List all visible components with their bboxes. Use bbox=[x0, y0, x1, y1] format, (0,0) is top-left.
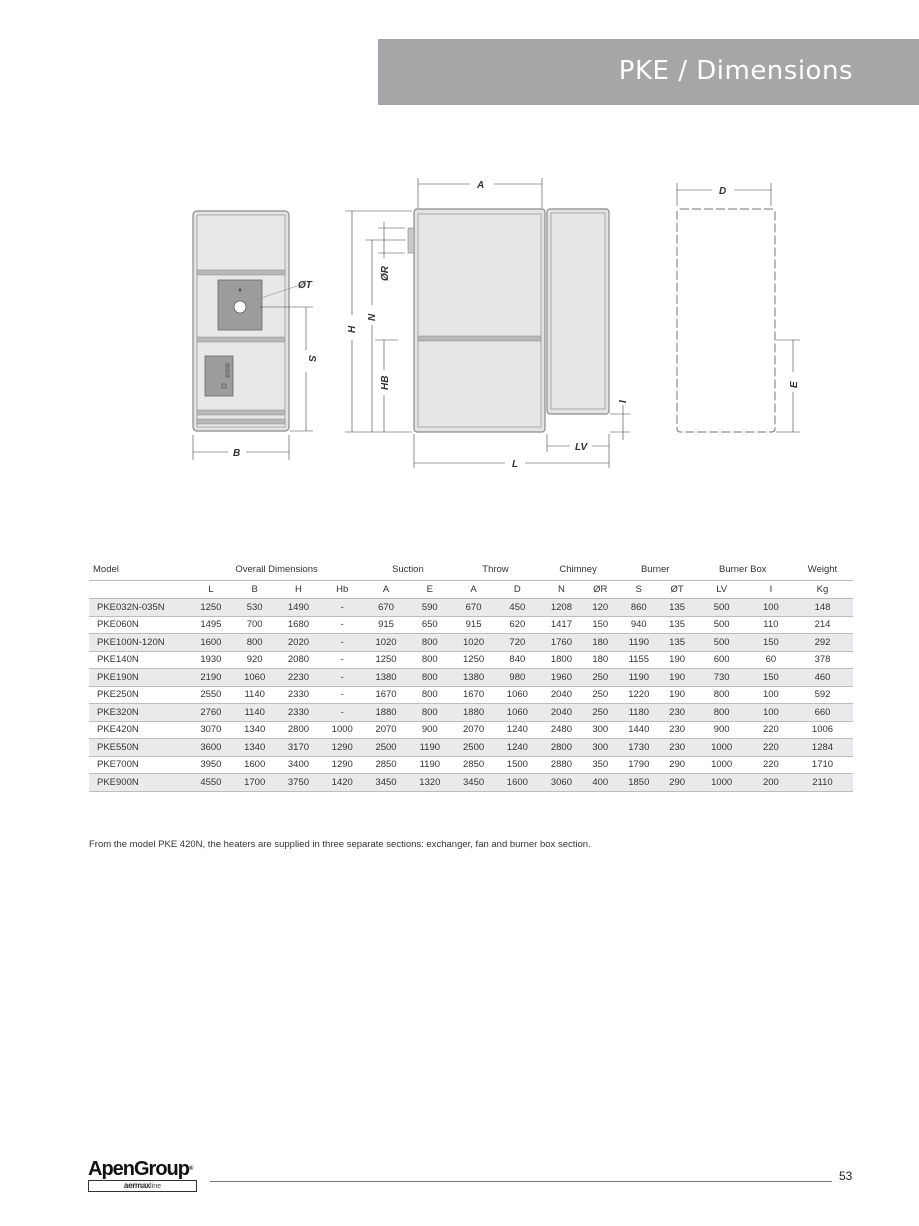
value-cell: 1800 bbox=[539, 651, 583, 669]
value-cell: - bbox=[320, 599, 364, 617]
value-cell: 2230 bbox=[277, 669, 321, 687]
logo-sub-text: aermaxline bbox=[88, 1180, 197, 1192]
value-cell: 920 bbox=[233, 651, 277, 669]
value-cell: 2760 bbox=[189, 704, 233, 722]
value-cell: 180 bbox=[584, 651, 617, 669]
model-cell: PKE190N bbox=[89, 669, 189, 687]
group-header-burner: Burner bbox=[617, 558, 694, 581]
table-row bbox=[89, 774, 853, 792]
value-cell: 1730 bbox=[617, 739, 661, 757]
value-cell: 2020 bbox=[277, 634, 321, 652]
value-cell: 700 bbox=[233, 616, 277, 634]
table-group-header-row bbox=[89, 558, 853, 581]
value-cell: - bbox=[320, 616, 364, 634]
value-cell: 190 bbox=[661, 686, 694, 704]
value-cell: 290 bbox=[661, 756, 694, 774]
value-cell: 1020 bbox=[364, 634, 408, 652]
value-cell: 148 bbox=[792, 599, 853, 617]
value-cell: 3170 bbox=[277, 739, 321, 757]
value-cell: 1760 bbox=[539, 634, 583, 652]
value-cell: 4550 bbox=[189, 774, 233, 792]
value-cell: 220 bbox=[750, 756, 792, 774]
model-cell: PKE700N bbox=[89, 756, 189, 774]
apengroup-logo bbox=[88, 1160, 198, 1192]
value-cell: 135 bbox=[661, 634, 694, 652]
dimensions-table bbox=[89, 558, 853, 792]
dim-label-B: B bbox=[233, 448, 241, 459]
value-cell: 800 bbox=[408, 686, 452, 704]
dim-label-I: I bbox=[618, 400, 629, 403]
dim-label-H: H bbox=[347, 325, 358, 333]
value-cell: 660 bbox=[792, 704, 853, 722]
dim-label-LV: LV bbox=[575, 442, 588, 453]
value-cell: 100 bbox=[750, 599, 792, 617]
value-cell: 1220 bbox=[617, 686, 661, 704]
value-cell: 1060 bbox=[495, 704, 539, 722]
model-cell: PKE032N-035N bbox=[89, 599, 189, 617]
model-cell: PKE250N bbox=[89, 686, 189, 704]
value-cell: 292 bbox=[792, 634, 853, 652]
table-row bbox=[89, 686, 853, 704]
column-header: L bbox=[189, 581, 233, 599]
model-cell: PKE900N bbox=[89, 774, 189, 792]
column-header: S bbox=[617, 581, 661, 599]
model-cell: PKE060N bbox=[89, 616, 189, 634]
table-row bbox=[89, 756, 853, 774]
value-cell: 800 bbox=[233, 634, 277, 652]
model-cell: PKE100N-120N bbox=[89, 634, 189, 652]
dim-label-N: N bbox=[367, 313, 378, 321]
value-cell: 250 bbox=[584, 704, 617, 722]
value-cell: 60 bbox=[750, 651, 792, 669]
value-cell: 1290 bbox=[320, 739, 364, 757]
group-header-weight: Weight bbox=[792, 558, 853, 581]
value-cell: 1880 bbox=[364, 704, 408, 722]
value-cell: 3060 bbox=[539, 774, 583, 792]
model-cell: PKE320N bbox=[89, 704, 189, 722]
table-row bbox=[89, 599, 853, 617]
model-cell: PKE140N bbox=[89, 651, 189, 669]
value-cell: 3750 bbox=[277, 774, 321, 792]
column-header: Hb bbox=[320, 581, 364, 599]
dim-label-S: S bbox=[306, 355, 317, 362]
value-cell: 720 bbox=[495, 634, 539, 652]
value-cell: 840 bbox=[495, 651, 539, 669]
value-cell: 1155 bbox=[617, 651, 661, 669]
value-cell: 1490 bbox=[277, 599, 321, 617]
value-cell: 3950 bbox=[189, 756, 233, 774]
value-cell: 1495 bbox=[189, 616, 233, 634]
value-cell: 450 bbox=[495, 599, 539, 617]
table-row bbox=[89, 651, 853, 669]
value-cell: 1880 bbox=[452, 704, 496, 722]
dim-label-oT: ØT bbox=[298, 280, 312, 291]
value-cell: 3450 bbox=[364, 774, 408, 792]
value-cell: 800 bbox=[408, 651, 452, 669]
value-cell: 1700 bbox=[233, 774, 277, 792]
value-cell: 2880 bbox=[539, 756, 583, 774]
value-cell: 150 bbox=[750, 634, 792, 652]
dim-label-HB: HB bbox=[380, 375, 391, 390]
value-cell: 400 bbox=[584, 774, 617, 792]
value-cell: 800 bbox=[408, 669, 452, 687]
model-cell: PKE420N bbox=[89, 721, 189, 739]
value-cell: 800 bbox=[694, 686, 750, 704]
group-header-burner-box: Burner Box bbox=[694, 558, 792, 581]
value-cell: 1710 bbox=[792, 756, 853, 774]
value-cell: 1240 bbox=[495, 721, 539, 739]
column-header: LV bbox=[694, 581, 750, 599]
table-row bbox=[89, 721, 853, 739]
value-cell: 1000 bbox=[694, 739, 750, 757]
value-cell: 1140 bbox=[233, 704, 277, 722]
value-cell: 592 bbox=[792, 686, 853, 704]
value-cell: - bbox=[320, 669, 364, 687]
logo-main-text: ApenGroup® bbox=[88, 1158, 193, 1180]
group-header-chimney: Chimney bbox=[539, 558, 617, 581]
dim-label-D: D bbox=[719, 186, 727, 197]
value-cell: 1930 bbox=[189, 651, 233, 669]
value-cell: 980 bbox=[495, 669, 539, 687]
dim-label-A: A bbox=[477, 180, 485, 191]
value-cell: 2800 bbox=[539, 739, 583, 757]
value-cell: 1670 bbox=[452, 686, 496, 704]
value-cell: 230 bbox=[661, 721, 694, 739]
value-cell: 670 bbox=[452, 599, 496, 617]
table-column-header-row bbox=[89, 581, 853, 599]
value-cell: 350 bbox=[584, 756, 617, 774]
value-cell: 1600 bbox=[233, 756, 277, 774]
value-cell: 500 bbox=[694, 634, 750, 652]
value-cell: 1417 bbox=[539, 616, 583, 634]
value-cell: 1060 bbox=[495, 686, 539, 704]
value-cell: - bbox=[320, 704, 364, 722]
value-cell: 3600 bbox=[189, 739, 233, 757]
side-view-drawing bbox=[345, 178, 630, 470]
value-cell: 250 bbox=[584, 686, 617, 704]
dim-label-E: E bbox=[789, 381, 800, 388]
table-row bbox=[89, 669, 853, 687]
value-cell: 190 bbox=[661, 651, 694, 669]
value-cell: 1190 bbox=[617, 669, 661, 687]
value-cell: 460 bbox=[792, 669, 853, 687]
column-header: H bbox=[277, 581, 321, 599]
group-header-overall-dimensions: Overall Dimensions bbox=[189, 558, 364, 581]
value-cell: 100 bbox=[750, 686, 792, 704]
value-cell: 150 bbox=[750, 669, 792, 687]
column-header: D bbox=[495, 581, 539, 599]
value-cell: 1380 bbox=[364, 669, 408, 687]
front-view-drawing bbox=[193, 211, 317, 460]
value-cell: 3070 bbox=[189, 721, 233, 739]
value-cell: 1250 bbox=[452, 651, 496, 669]
group-header-throw: Throw bbox=[452, 558, 540, 581]
value-cell: 2080 bbox=[277, 651, 321, 669]
value-cell: 200 bbox=[750, 774, 792, 792]
page-number: 53 bbox=[839, 1169, 853, 1183]
column-header: E bbox=[408, 581, 452, 599]
value-cell: 900 bbox=[694, 721, 750, 739]
column-header: Kg bbox=[792, 581, 853, 599]
value-cell: 1250 bbox=[364, 651, 408, 669]
value-cell: 1600 bbox=[189, 634, 233, 652]
value-cell: 730 bbox=[694, 669, 750, 687]
value-cell: 2040 bbox=[539, 704, 583, 722]
value-cell: 1140 bbox=[233, 686, 277, 704]
value-cell: 220 bbox=[750, 721, 792, 739]
value-cell: 135 bbox=[661, 616, 694, 634]
value-cell: 1000 bbox=[694, 756, 750, 774]
value-cell: 2500 bbox=[452, 739, 496, 757]
value-cell: 600 bbox=[694, 651, 750, 669]
value-cell: 2800 bbox=[277, 721, 321, 739]
value-cell: 900 bbox=[408, 721, 452, 739]
value-cell: 2500 bbox=[364, 739, 408, 757]
value-cell: 2190 bbox=[189, 669, 233, 687]
top-view-drawing bbox=[677, 183, 800, 432]
value-cell: 1680 bbox=[277, 616, 321, 634]
value-cell: 1190 bbox=[408, 739, 452, 757]
table-row bbox=[89, 704, 853, 722]
column-header: B bbox=[233, 581, 277, 599]
burner-plate bbox=[218, 280, 262, 330]
value-cell: 110 bbox=[750, 616, 792, 634]
value-cell: 1790 bbox=[617, 756, 661, 774]
control-panel bbox=[205, 356, 233, 396]
value-cell: 500 bbox=[694, 599, 750, 617]
value-cell: 1060 bbox=[233, 669, 277, 687]
value-cell: 3450 bbox=[452, 774, 496, 792]
value-cell: 230 bbox=[661, 704, 694, 722]
value-cell: 590 bbox=[408, 599, 452, 617]
value-cell: 378 bbox=[792, 651, 853, 669]
value-cell: 2850 bbox=[364, 756, 408, 774]
value-cell: 915 bbox=[452, 616, 496, 634]
table-row bbox=[89, 616, 853, 634]
value-cell: 1250 bbox=[189, 599, 233, 617]
value-cell: 800 bbox=[408, 704, 452, 722]
technical-drawings bbox=[0, 0, 919, 500]
value-cell: 1500 bbox=[495, 756, 539, 774]
value-cell: 530 bbox=[233, 599, 277, 617]
column-header bbox=[89, 581, 189, 599]
value-cell: 1320 bbox=[408, 774, 452, 792]
value-cell: 1006 bbox=[792, 721, 853, 739]
table-row bbox=[89, 739, 853, 757]
value-cell: 2850 bbox=[452, 756, 496, 774]
table-row bbox=[89, 634, 853, 652]
value-cell: 1380 bbox=[452, 669, 496, 687]
value-cell: - bbox=[320, 651, 364, 669]
column-header: ØR bbox=[584, 581, 617, 599]
column-header: A bbox=[364, 581, 408, 599]
value-cell: 1670 bbox=[364, 686, 408, 704]
value-cell: 1290 bbox=[320, 756, 364, 774]
value-cell: 650 bbox=[408, 616, 452, 634]
column-header: N bbox=[539, 581, 583, 599]
value-cell: 1850 bbox=[617, 774, 661, 792]
value-cell: 1340 bbox=[233, 739, 277, 757]
value-cell: 2070 bbox=[452, 721, 496, 739]
value-cell: 1180 bbox=[617, 704, 661, 722]
value-cell: 2110 bbox=[792, 774, 853, 792]
value-cell: 1190 bbox=[617, 634, 661, 652]
value-cell: 2550 bbox=[189, 686, 233, 704]
value-cell: 1440 bbox=[617, 721, 661, 739]
value-cell: 214 bbox=[792, 616, 853, 634]
value-cell: 2070 bbox=[364, 721, 408, 739]
value-cell: 915 bbox=[364, 616, 408, 634]
footer-divider bbox=[210, 1181, 832, 1182]
value-cell: 290 bbox=[661, 774, 694, 792]
value-cell: 1420 bbox=[320, 774, 364, 792]
value-cell: 2330 bbox=[277, 686, 321, 704]
value-cell: 2330 bbox=[277, 704, 321, 722]
value-cell: 220 bbox=[750, 739, 792, 757]
column-header: A bbox=[452, 581, 496, 599]
column-header: I bbox=[750, 581, 792, 599]
value-cell: - bbox=[320, 686, 364, 704]
page-title: PKE / Dimensions bbox=[618, 56, 853, 86]
value-cell: 1960 bbox=[539, 669, 583, 687]
dim-label-L: L bbox=[512, 459, 519, 470]
value-cell: 860 bbox=[617, 599, 661, 617]
value-cell: 1020 bbox=[452, 634, 496, 652]
value-cell: 1600 bbox=[495, 774, 539, 792]
value-cell: 3400 bbox=[277, 756, 321, 774]
value-cell: 1000 bbox=[320, 721, 364, 739]
value-cell: 1284 bbox=[792, 739, 853, 757]
value-cell: 230 bbox=[661, 739, 694, 757]
value-cell: 190 bbox=[661, 669, 694, 687]
value-cell: 800 bbox=[408, 634, 452, 652]
value-cell: 1000 bbox=[694, 774, 750, 792]
group-header-suction: Suction bbox=[364, 558, 452, 581]
footnote: From the model PKE 420N, the heaters are supplied in three separate sections: exchanger, fan and burner box section. bbox=[89, 839, 591, 850]
group-header-model: Model bbox=[89, 558, 189, 581]
table-body bbox=[89, 599, 853, 792]
value-cell: 150 bbox=[584, 616, 617, 634]
value-cell: 1240 bbox=[495, 739, 539, 757]
value-cell: 1190 bbox=[408, 756, 452, 774]
value-cell: 1340 bbox=[233, 721, 277, 739]
value-cell: 180 bbox=[584, 634, 617, 652]
value-cell: 100 bbox=[750, 704, 792, 722]
value-cell: 300 bbox=[584, 739, 617, 757]
value-cell: 120 bbox=[584, 599, 617, 617]
dim-label-oR: ØR bbox=[380, 266, 391, 281]
value-cell: 250 bbox=[584, 669, 617, 687]
value-cell: 620 bbox=[495, 616, 539, 634]
value-cell: 1208 bbox=[539, 599, 583, 617]
value-cell: - bbox=[320, 634, 364, 652]
value-cell: 500 bbox=[694, 616, 750, 634]
value-cell: 940 bbox=[617, 616, 661, 634]
column-header: ØT bbox=[661, 581, 694, 599]
value-cell: 300 bbox=[584, 721, 617, 739]
value-cell: 670 bbox=[364, 599, 408, 617]
value-cell: 2040 bbox=[539, 686, 583, 704]
value-cell: 2480 bbox=[539, 721, 583, 739]
model-cell: PKE550N bbox=[89, 739, 189, 757]
value-cell: 800 bbox=[694, 704, 750, 722]
value-cell: 135 bbox=[661, 599, 694, 617]
